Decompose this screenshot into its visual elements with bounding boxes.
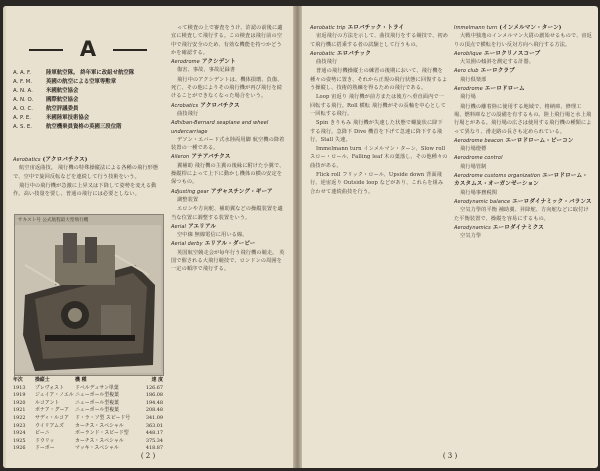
table-cell: 1920 — [13, 399, 26, 406]
entry-headword — [171, 153, 287, 161]
right-column-1 — [310, 24, 448, 197]
dictionary-entry — [171, 119, 287, 152]
table-cell: カーチス・スペシャル — [75, 422, 124, 429]
entry-headword — [171, 102, 287, 110]
table-cell: サディ・ルコア — [35, 414, 69, 421]
entry-headword — [454, 224, 592, 232]
entry-definition: 飛行中のアクシデントは、機体損壊、負傷、死亡、その他によりその飛行機が再び飛行を続けることができなくなった場合をいう。 — [171, 76, 283, 100]
table-header-cell: 速 度 — [151, 377, 163, 383]
table-cell: ドーボー — [35, 445, 55, 452]
table-header-row — [13, 377, 163, 385]
headword-latin: Aerodrome beacon — [454, 137, 504, 144]
table-cell: ド・ラ・ソ型 スピード号 — [75, 414, 131, 421]
headword-reading: (アクロバチクス) — [42, 157, 88, 163]
entry-definition: Loop 宙返り 飛行機が前方または後方へ垂直面内で一回転する飛行。Roll 横転 飛行機がその長軸を中心として一回転する飛行。 — [310, 94, 446, 117]
table-cell: 1926 — [13, 445, 26, 452]
dictionary-entry — [454, 137, 592, 154]
entry-definition: 空気力學的平衡 補助翼、昇降舵、方向舵などに取付けた平衡装置で、操縦を容易にするもの。 — [454, 207, 589, 222]
dictionary-entry — [454, 24, 592, 49]
headword-reading: アヂャスチング・ギーア — [210, 188, 273, 195]
table-cell: ピーニ — [35, 430, 50, 437]
entry-definition: 飛行中の飛行機が急激に上昇又は下降して姿勢を変える動作。高い技量を要し、普通の飛行には必要としない。 — [13, 182, 157, 198]
entry-headword — [454, 137, 592, 145]
table-cell: 1921 — [13, 407, 26, 414]
table-header-cell: 機 種 — [75, 377, 87, 383]
dictionary-entry — [310, 50, 448, 67]
dictionary-entry — [454, 154, 592, 171]
dictionary-entry — [454, 172, 592, 197]
headword-reading: エーロクラブ — [480, 68, 515, 75]
dictionary-entry — [171, 240, 287, 273]
table-cell: 375.34 — [145, 437, 163, 444]
dictionary-entry — [171, 188, 287, 205]
abbrev-row — [13, 114, 163, 123]
page-number-right: ( 3 ) — [442, 452, 458, 460]
headword-latin: Aero club — [454, 68, 479, 75]
entry-definition: って検査の上で審査をうけ、許認の前後に適宜に検査して飛行する。この検査は飛行前の空中で飛行安全のため、有効な機能を持つかどうかを確認する。 — [171, 25, 283, 56]
abbrev-meaning: 航空機乗員資格の英國三段位階 — [46, 124, 122, 130]
dictionary-entry — [171, 58, 287, 75]
headword-latin: Aerodynamics — [454, 224, 491, 231]
speed-record-table — [13, 377, 163, 453]
headword-reading: エーロダイナミック・バランス — [512, 198, 592, 205]
dictionary-entry — [13, 156, 161, 181]
section-letter: A — [23, 36, 153, 62]
abbrev-key: A. P. E. — [13, 115, 31, 121]
headword-reading: (インメルマン・ターン) — [499, 25, 562, 31]
table-cell: 1913 — [13, 384, 26, 391]
dictionary-entry — [310, 171, 448, 196]
headword-reading: アテアバチクス — [191, 154, 231, 161]
book-gutter — [293, 6, 302, 468]
entry-definition: Spin きりもみ 飛行機が失速した状態で螺旋状に降下する飛行。急降下 Dive 機首を下げて急速に降下する飛行、Stall 失速。 — [310, 120, 443, 143]
abbrev-meaning: 航空評議委員 — [46, 106, 79, 112]
table-cell: マッキ・スペシャル — [75, 445, 119, 452]
aircraft-photo — [14, 214, 164, 376]
entry-definition: 曲技飛行 — [316, 59, 338, 66]
table-cell: 418.87 — [145, 445, 163, 452]
table-cell: ニューポール型複葉 — [75, 392, 119, 399]
abbrev-meaning: 陸軍航空隊。 終年軍に改組せ航空隊 — [46, 70, 135, 76]
entry-definition: 調整装置 — [177, 196, 199, 203]
headword-latin: Aerodynamic balance — [454, 198, 511, 205]
entry-definition: 翼補助 飛行機の主翼の後縁に附けた小翼で、操縦桿によって上下に動かし機体の横の安定を保つもの。 — [171, 162, 285, 186]
abbrev-key: A. O. C. — [13, 106, 33, 112]
table-cell: 1923 — [13, 422, 26, 429]
dictionary-entry — [310, 93, 448, 118]
headword-reading: エロバチック — [336, 50, 371, 57]
headword-latin: Adjusting gear — [171, 188, 209, 195]
table-row — [13, 407, 163, 415]
abbrev-key: A. N. A. — [13, 88, 33, 94]
table-cell: ニューポール型複葉 — [75, 407, 119, 414]
abbrev-meaning: 英國の航空による空軍等勲章 — [46, 79, 117, 85]
table-cell: 1922 — [13, 414, 26, 421]
abbrev-meaning: 米國航空協会 — [46, 88, 79, 94]
table-cell: 363.01 — [145, 422, 163, 429]
entry-definition: Immelmann turn インメルマン・ターン、Slow roll スロー・ロール、Falling leaf 木の葉落し、その他種々の曲技がある。 — [310, 146, 448, 169]
table-cell: ルコアント — [35, 399, 60, 406]
table-header-cell: 操縦士 — [35, 377, 50, 383]
dictionary-entry — [454, 103, 592, 136]
headword-latin: Acrobatics — [171, 102, 199, 109]
table-row — [13, 438, 163, 446]
table-row — [13, 415, 163, 423]
dictionary-entry — [13, 182, 161, 199]
table-cell: 194.48 — [145, 399, 163, 406]
headword-reading: エーロドローム — [484, 86, 525, 93]
entry-headword — [310, 24, 448, 32]
entry-headword — [171, 58, 287, 66]
headword-reading: エロバチック・トライ — [347, 25, 405, 31]
headword-reading: エリアル・ダービー — [204, 241, 256, 248]
entry-definition: 傷害、事故、事故記録書 — [177, 67, 236, 74]
left-column-2 — [171, 24, 287, 275]
entry-definition: 大戦中独逸のインメルマン大尉の創始せるもので、宙返りの頂点で横転を行い反対方向へ飛行する方法。 — [454, 33, 592, 48]
abbrev-row — [13, 123, 163, 132]
abbrev-row — [13, 96, 163, 105]
left-page — [3, 6, 293, 468]
entry-definition: 飛行場管制 — [460, 163, 487, 170]
entry-definition: 航空宙返曲技。 飛行機の特殊操縦法による各種の飛行形態で、空中で旋回反転などを連続して行う技術をいう。 — [13, 165, 159, 180]
headword-latin: Immelmann turn — [454, 25, 498, 31]
dictionary-entry — [310, 119, 448, 144]
dictionary-entry — [171, 153, 287, 186]
dictionary-entry — [310, 24, 448, 49]
abbrev-key: A. S. E. — [13, 124, 32, 130]
table-cell: ドウリッ — [35, 437, 55, 444]
entry-headword — [171, 240, 287, 248]
table-header-cell: 年次 — [13, 377, 23, 383]
headword-reading: エーロダイナミクス — [492, 224, 544, 231]
entry-headword — [310, 50, 448, 58]
dictionary-entry — [454, 67, 592, 84]
abbrev-row — [13, 69, 163, 78]
table-cell: ウイリアムズ — [35, 422, 64, 429]
page-number-left: ( 2 ) — [140, 452, 156, 460]
entry-headword — [13, 156, 161, 164]
entry-definition: 空気力學 — [460, 233, 482, 240]
headword-latin: Aerodrome — [454, 86, 483, 93]
left-column-1 — [13, 156, 161, 199]
entry-definition: 飛行場燈標 — [460, 146, 487, 153]
entry-headword — [454, 67, 592, 75]
headword-reading: エーロクリノスコープ — [484, 50, 541, 57]
aircraft-engine-illustration — [15, 225, 161, 373]
entry-headword — [454, 198, 592, 206]
table-cell: 1919 — [13, 392, 26, 399]
table-cell: 126.67 — [145, 384, 163, 391]
entry-definition: 英国航空競走会が毎年行う飛行機の競走。 英国で催される大飛行競技で、ロンドンの周囲を一定の順序で飛行する。 — [171, 249, 285, 273]
headword-reading: アエリアル — [188, 223, 217, 230]
entry-definition: 空中線 無線電信に用いる線。 — [177, 232, 248, 239]
headword-reading: エーロドローム・ビーコン — [505, 137, 574, 144]
dictionary-entry — [454, 224, 592, 241]
dictionary-entry — [171, 24, 287, 57]
dictionary-entry — [171, 205, 287, 222]
entry-headword — [454, 50, 592, 58]
dictionary-entry — [454, 85, 592, 102]
entry-definition: 飛行場 — [460, 94, 476, 101]
abbrev-key: A. F. M. — [13, 79, 33, 85]
right-page — [302, 6, 598, 468]
headword-latin: Aerobatics — [13, 157, 41, 163]
entry-headword — [171, 188, 287, 196]
abbrev-row — [13, 105, 163, 114]
table-cell: カーチス・スペシャル — [75, 437, 124, 444]
table-cell: ジュイア・ノエル — [35, 392, 74, 399]
headword-latin: Aileron — [171, 154, 190, 161]
entry-headword — [454, 85, 592, 93]
headword-reading: エーロドローム・カスタムス・オーガンゼーション — [454, 173, 588, 188]
table-cell: ニューポール型複葉 — [75, 399, 119, 406]
abbrev-key: A. A. F. — [13, 70, 31, 76]
dictionary-entry — [310, 145, 448, 170]
entry-definition: エロンや方向舵、補助翼などの操縦装置を適当な位置に調整する装置をいう。 — [171, 206, 283, 221]
entry-definition: 大気圏の傾斜を測定する計器。 — [460, 59, 535, 66]
abbrev-meaning: 國際航空協会 — [46, 97, 79, 103]
right-column-2 — [454, 24, 592, 241]
entry-headword — [454, 154, 592, 162]
headword-latin: Adhiban-Bernard seaplane and wheel undercarriage — [171, 120, 269, 135]
headword-latin: Aerial — [171, 223, 186, 230]
entry-definition: 飛行俱楽部 — [460, 76, 487, 83]
table-cell: 1925 — [13, 437, 26, 444]
abbrev-row — [13, 87, 163, 96]
abbrev-key: A. N. O. — [13, 97, 34, 103]
headword-latin: Aerodrome customs organization — [454, 173, 541, 180]
headword-latin: Aeroblique — [454, 50, 482, 57]
table-cell: ドペルデュサン単葉 — [75, 384, 119, 391]
headword-latin: Aerodrome — [171, 59, 200, 66]
table-cell: 448.17 — [145, 430, 163, 437]
entry-definition: デソン・エバード式水陸両用脚 航空機の降着装置の一種である。 — [171, 136, 285, 152]
dictionary-entry — [171, 76, 287, 101]
entry-definition: 宙返飛行の方法を示して、曲技飛行をする競技で、初めて飛行機に搭乗する者の試験として行うもの。 — [310, 33, 448, 48]
entry-definition: Flick roll フリック・ロール、Upside down 背面飛行、逆宙返り Outside loop などがあり、これらを組み合わせて連続曲技を行う。 — [310, 172, 444, 195]
entry-definition: 飛行場事務税関 — [460, 189, 498, 196]
table-cell: プレヴォスト — [35, 384, 64, 391]
table-row — [13, 392, 163, 400]
photo-caption: サキスト号 公式航程最大型飛行機 — [18, 218, 89, 223]
entry-definition: 曲技飛行 — [177, 110, 199, 117]
entry-headword — [171, 223, 287, 231]
table-cell: 341.09 — [145, 414, 163, 421]
headword-latin: Aerial derby — [171, 241, 203, 248]
entry-headword — [171, 119, 287, 136]
table-cell: ボーランド・スピード型 — [75, 430, 129, 437]
headword-latin: Aerobatic trip — [310, 25, 346, 31]
abbrev-row — [13, 78, 163, 87]
entry-definition: 飛行機の離着陸に使用する地域で、格納庫、修理工場、燃料庫などの設備を有するもの。陸上飛行場と水上飛行場とがある。飛行場の広さは使用する飛行機の種類によって異なり、滑走路の長さも定められている。 — [454, 103, 592, 135]
dictionary-entry — [454, 198, 592, 223]
dictionary-entry — [454, 50, 592, 67]
table-cell: 186.08 — [145, 392, 163, 399]
abbrev-meaning: 米國陸軍技術協会 — [46, 115, 90, 121]
headword-latin: Aerodrome control — [454, 155, 503, 162]
entry-headword — [454, 24, 592, 32]
table-cell: ボナア・グーア — [35, 407, 69, 414]
dictionary-entry — [171, 223, 287, 240]
table-cell: 208.48 — [145, 407, 163, 414]
entry-definition: 普通の飛行機操縦士の練習の後期において、飛行機を種々の姿勢に置き、それから正規の飛行状態に回復するよう操縦し、技術的熟練を得るための飛行である。 — [310, 68, 448, 92]
table-cell: 1924 — [13, 430, 26, 437]
page-edge — [3, 6, 7, 468]
table-row — [13, 430, 163, 438]
headword-reading: アクシデント — [201, 59, 236, 66]
dictionary-entry — [171, 102, 287, 119]
abbreviation-list — [13, 69, 163, 132]
entry-headword — [454, 172, 592, 189]
headword-reading: アクロバチクス — [200, 102, 240, 109]
dictionary-entry — [310, 67, 448, 92]
headword-latin: Aerobatic — [310, 50, 335, 57]
